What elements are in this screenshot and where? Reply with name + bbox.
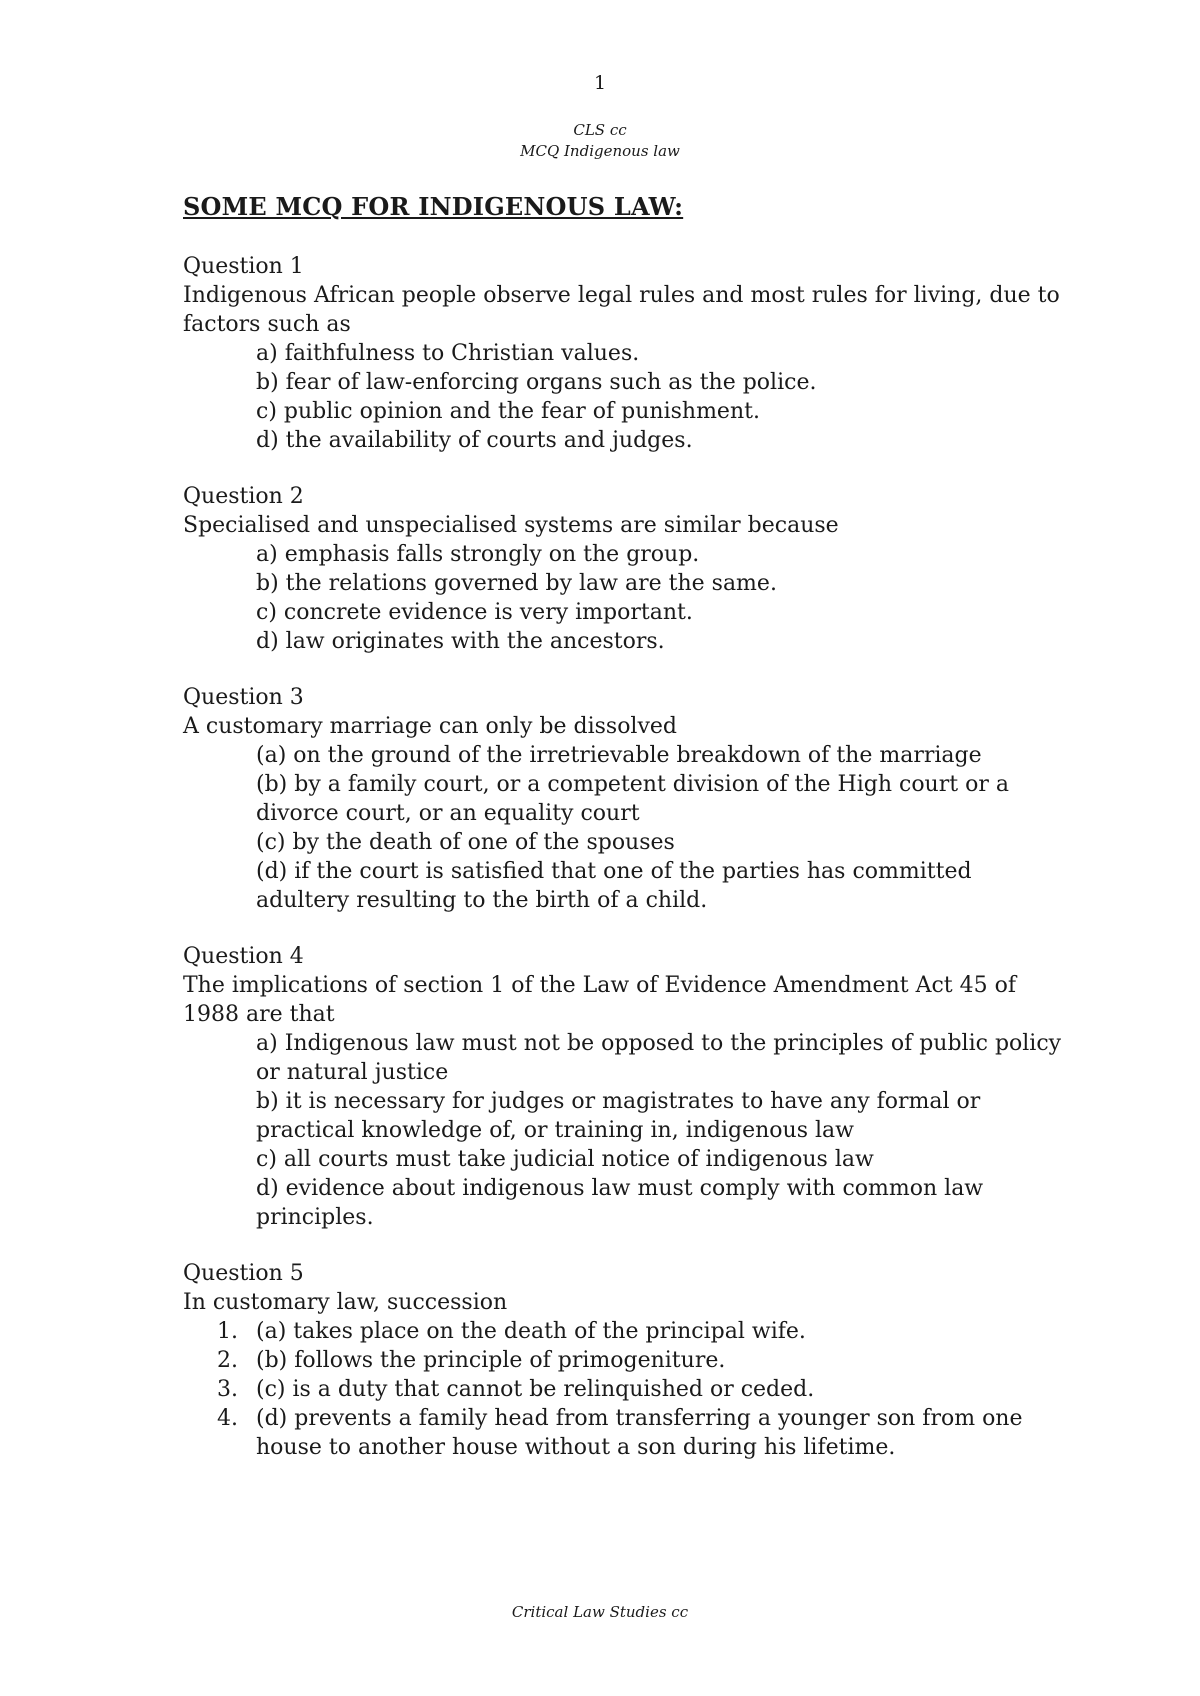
option-list (183, 1029, 1063, 1232)
option-a: a) Indigenous law must not be opposed to the principles of public policy or natural justice (256, 1031, 1062, 1085)
option-d: d) law originates with the ancestors. (256, 629, 665, 654)
question-label: Question 2 (183, 484, 304, 509)
option-4 (183, 1404, 1063, 1462)
option-3 (183, 1375, 1063, 1404)
option-b: b) fear of law-enforcing organs such as the police. (256, 370, 817, 395)
option-list (183, 540, 1063, 656)
option-list (183, 1317, 1063, 1462)
question-2 (183, 482, 1063, 656)
option-c: c) all courts must take judicial notice of indigenous law (256, 1147, 874, 1172)
option-text: (b) follows the principle of primogeniture. (256, 1348, 726, 1373)
question-stem: A customary marriage can only be dissolved (183, 714, 678, 739)
question-4 (183, 942, 1063, 1232)
option-list (183, 741, 1063, 915)
option-c: c) concrete evidence is very important. (256, 600, 693, 625)
question-label: Question 3 (183, 685, 304, 710)
option-c: (c) by the death of one of the spouses (256, 830, 675, 855)
option-b: b) the relations governed by law are the same. (256, 571, 777, 596)
page-footer: Critical Law Studies cc (511, 1603, 689, 1621)
question-3 (183, 683, 1063, 915)
option-text: (d) prevents a family head from transferring a younger son from one house to another house without a son during his lifetime. (256, 1406, 1023, 1460)
document-title: SOME MCQ FOR INDIGENOUS LAW: (183, 192, 684, 221)
option-a: a) faithfulness to Christian values. (256, 341, 640, 366)
header-company: CLS cc (573, 121, 627, 139)
option-1 (183, 1317, 1063, 1346)
question-stem: In customary law, succession (183, 1290, 508, 1315)
page-header (0, 120, 1200, 162)
question-label: Question 5 (183, 1261, 304, 1286)
option-number: 2. (217, 1348, 238, 1373)
question-list (183, 252, 1063, 1489)
option-d: d) evidence about indigenous law must comply with common law principles. (256, 1176, 984, 1230)
option-number: 4. (217, 1406, 238, 1431)
question-5 (183, 1259, 1063, 1462)
question-label: Question 1 (183, 254, 304, 279)
question-stem: The implications of section 1 of the Law of Evidence Amendment Act 45 of 1988 are that (183, 973, 1016, 1027)
header-subject: MCQ Indigenous law (520, 142, 680, 160)
page-number: 1 (593, 72, 607, 94)
option-d: (d) if the court is satisfied that one of the parties has committed adultery resulting to the birth of a child. (256, 859, 972, 913)
option-2 (183, 1346, 1063, 1375)
option-text: (a) takes place on the death of the principal wife. (256, 1319, 806, 1344)
option-number: 1. (217, 1319, 238, 1344)
question-label: Question 4 (183, 944, 304, 969)
question-1 (183, 252, 1063, 455)
option-number: 3. (217, 1377, 238, 1402)
option-b: b) it is necessary for judges or magistrates to have any formal or practical knowledge of, or training in, indigenous law (256, 1089, 981, 1143)
question-stem: Specialised and unspecialised systems are similar because (183, 513, 839, 538)
option-list (183, 339, 1063, 455)
option-d: d) the availability of courts and judges. (256, 428, 693, 453)
option-a: a) emphasis falls strongly on the group. (256, 542, 700, 567)
option-c: c) public opinion and the fear of punishment. (256, 399, 760, 424)
option-a: (a) on the ground of the irretrievable breakdown of the marriage (256, 743, 982, 768)
question-stem: Indigenous African people observe legal rules and most rules for living, due to factors such as (183, 283, 1060, 337)
option-text: (c) is a duty that cannot be relinquished or ceded. (256, 1377, 815, 1402)
option-b: (b) by a family court, or a competent division of the High court or a divorce court, or an equality court (256, 772, 1009, 826)
